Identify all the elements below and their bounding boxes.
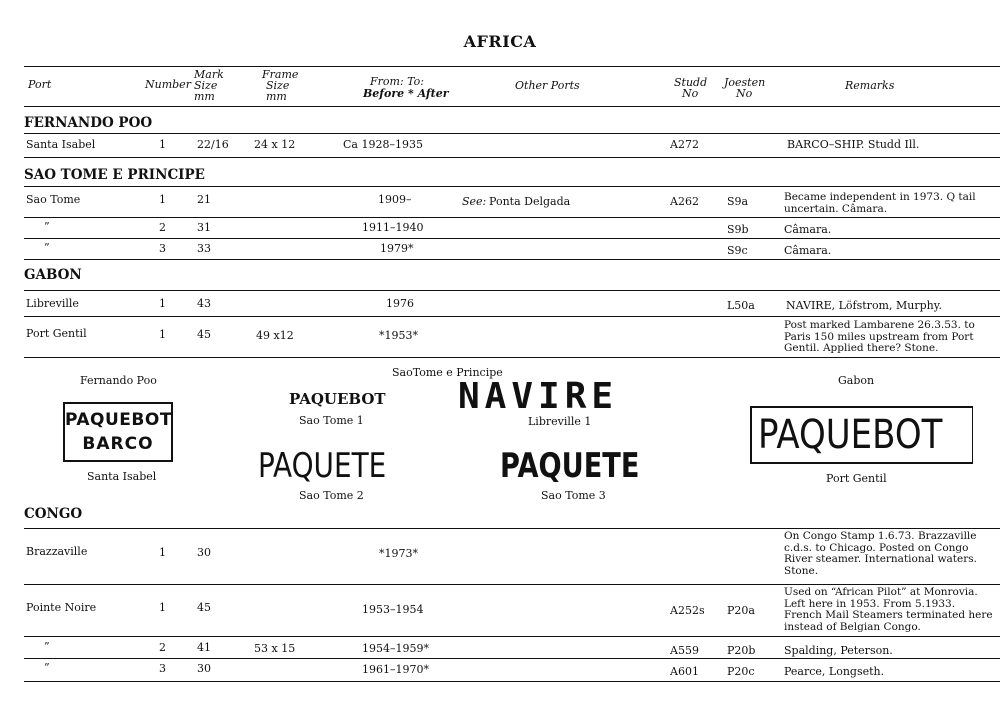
port-cell: Santa Isabel [26,138,96,151]
frame-size-cell: 53 x 15 [254,642,296,655]
mark-size-cell: 21 [197,193,211,206]
header-mark-size-3: mm [194,90,215,103]
remarks-cell: Spalding, Peterson. [784,644,893,657]
mark-size-cell: 30 [197,546,211,559]
remarks-cell: Became independent in 1973. Q tail uncertain. Câmara. [784,191,976,215]
rule [24,217,1000,218]
port-cell: Port Gentil [26,327,87,340]
dates-cell: 1911–1940 [362,221,424,234]
dates-cell: 1953–1954 [362,603,424,616]
remarks-cell: Câmara. [784,244,832,257]
header-mark-size-2: Size [194,79,218,92]
stamp-line: PAQUEBOT [65,410,172,430]
joesten-cell: L50a [727,299,755,312]
number-cell: 1 [159,297,166,310]
port-cell: ” [44,640,50,653]
remarks-cell: Post marked Lambarene 26.3.53. to Paris 150 miles upstream from Port Gentil. Applied there? Stone. [784,319,975,354]
sao-tome-2-caption: Sao Tome 2 [299,489,364,502]
number-cell: 2 [159,221,166,234]
navire-stamp: NAVIRE [458,376,619,417]
remarks-cell: NAVIRE, Löfstrom, Murphy. [786,299,942,312]
studd-cell: A272 [670,138,699,151]
mark-size-cell: 30 [197,662,211,675]
rule [24,636,1000,637]
section-congo: CONGO [24,506,83,522]
joesten-cell: P20c [727,665,755,678]
fernando-poo-caption: Santa Isabel [87,470,157,483]
header-joesten-2: No [736,87,753,100]
rule [24,259,1000,260]
navire-caption: Libreville 1 [528,415,592,428]
port-cell: ” [44,220,50,233]
sao-tome-3-stamp: PAQUETE [500,446,640,486]
mark-size-cell: 31 [197,221,211,234]
page-title: AFRICA [463,32,537,51]
joesten-cell: S9c [727,244,748,257]
other-ports-see: See: [462,195,487,208]
remarks-cell: Câmara. [784,223,832,236]
header-before-after: Before * After [363,87,449,100]
port-cell: Libreville [26,297,79,310]
section-sao-tome: SAO TOME E PRINCIPE [24,167,205,183]
number-cell: 1 [159,328,166,341]
rule [24,186,1000,187]
remarks-cell: Pearce, Longseth. [784,665,885,678]
port-cell: Brazzaville [26,545,88,558]
stamp-line: PAQUEBOT [758,412,943,458]
rule [24,133,1000,134]
number-cell: 3 [159,662,166,675]
header-joesten-1: Joesten [724,76,766,89]
studd-cell: A262 [670,195,699,208]
rule [24,316,1000,317]
mark-size-cell: 22/16 [197,138,229,151]
rule [24,658,1000,659]
sao-tome-2-stamp: PAQUETE [258,446,387,486]
gabon-label: Gabon [838,374,875,387]
studd-cell: A559 [670,644,699,657]
header-studd-1: Studd [674,76,708,89]
port-cell: Pointe Noire [26,601,97,614]
header-other-ports: Other Ports [515,79,580,92]
number-cell: 1 [159,546,166,559]
rule [24,681,1000,682]
fernando-poo-label: Fernando Poo [80,374,157,387]
studd-cell: A252s [670,604,705,617]
studd-cell: A601 [670,665,699,678]
dates-cell: 1979* [380,242,414,255]
sao-tome-3-caption: Sao Tome 3 [541,489,606,502]
sao-tome-1-caption: Sao Tome 1 [299,414,364,427]
dates-cell: 1954–1959* [362,642,429,655]
dates-cell: 1909– [378,193,412,206]
header-frame-size-3: mm [266,90,287,103]
sao-tome-1-stamp: PAQUEBOT [289,390,386,408]
section-gabon: GABON [24,267,82,283]
header-remarks: Remarks [845,79,895,92]
port-cell: ” [44,241,50,254]
number-cell: 2 [159,641,166,654]
header-studd-2: No [682,87,699,100]
header-mark-size-1: Mark [194,68,224,81]
number-cell: 1 [159,601,166,614]
joesten-cell: S9b [727,223,749,236]
mark-size-cell: 43 [197,297,211,310]
number-cell: 1 [159,193,166,206]
rule [24,157,1000,158]
dates-cell: *1953* [379,329,418,342]
header-bottom-rule [24,106,1000,107]
stamp-line: BARCO [82,434,154,454]
mark-size-cell: 41 [197,641,211,654]
number-cell: 3 [159,242,166,255]
rule [24,528,1000,529]
mark-size-cell: 45 [197,601,211,614]
rule [24,584,1000,585]
mark-size-cell: 45 [197,328,211,341]
header-from-to: From: To: [370,75,424,88]
header-number: Number [145,78,191,91]
remarks-cell: On Congo Stamp 1.6.73. Brazzaville c.d.s. to Chicago. Posted on Congo River steamer. International waters. Stone. [784,530,977,577]
dates-cell: *1973* [379,547,418,560]
header-frame-size-2: Size [266,79,290,92]
rule [24,357,1000,358]
sao-tome-label: SaoTome e Principe [392,366,503,379]
remarks-cell: Used on “African Pilot” at Monrovia. Left here in 1953. From 5.1933. French Mail Steamers terminated here instead of Belgian Congo. [784,586,993,633]
joesten-cell: P20a [727,604,755,617]
gabon-caption: Port Gentil [826,472,887,485]
header-top-rule [24,66,1000,67]
remarks-cell: BARCO–SHIP. Studd Ill. [787,138,920,151]
section-fernando-poo: FERNANDO POO [24,115,153,131]
frame-size-cell: 24 x 12 [254,138,296,151]
gabon-stamp [750,406,973,464]
header-port: Port [28,78,52,91]
joesten-cell: S9a [727,195,749,208]
header-frame-size-1: Frame [262,68,299,81]
joesten-cell: P20b [727,644,756,657]
dates-cell: 1976 [386,297,414,310]
mark-size-cell: 33 [197,242,211,255]
rule [24,290,1000,291]
number-cell: 1 [159,138,166,151]
dates-cell: 1961–1970* [362,663,429,676]
frame-size-cell: 49 x12 [256,329,294,342]
dates-cell: Ca 1928–1935 [343,138,423,151]
other-ports-cell: Ponta Delgada [489,195,571,208]
port-cell: Sao Tome [26,193,81,206]
rule [24,238,1000,239]
port-cell: ” [44,661,50,674]
fernando-poo-stamp [63,402,173,462]
